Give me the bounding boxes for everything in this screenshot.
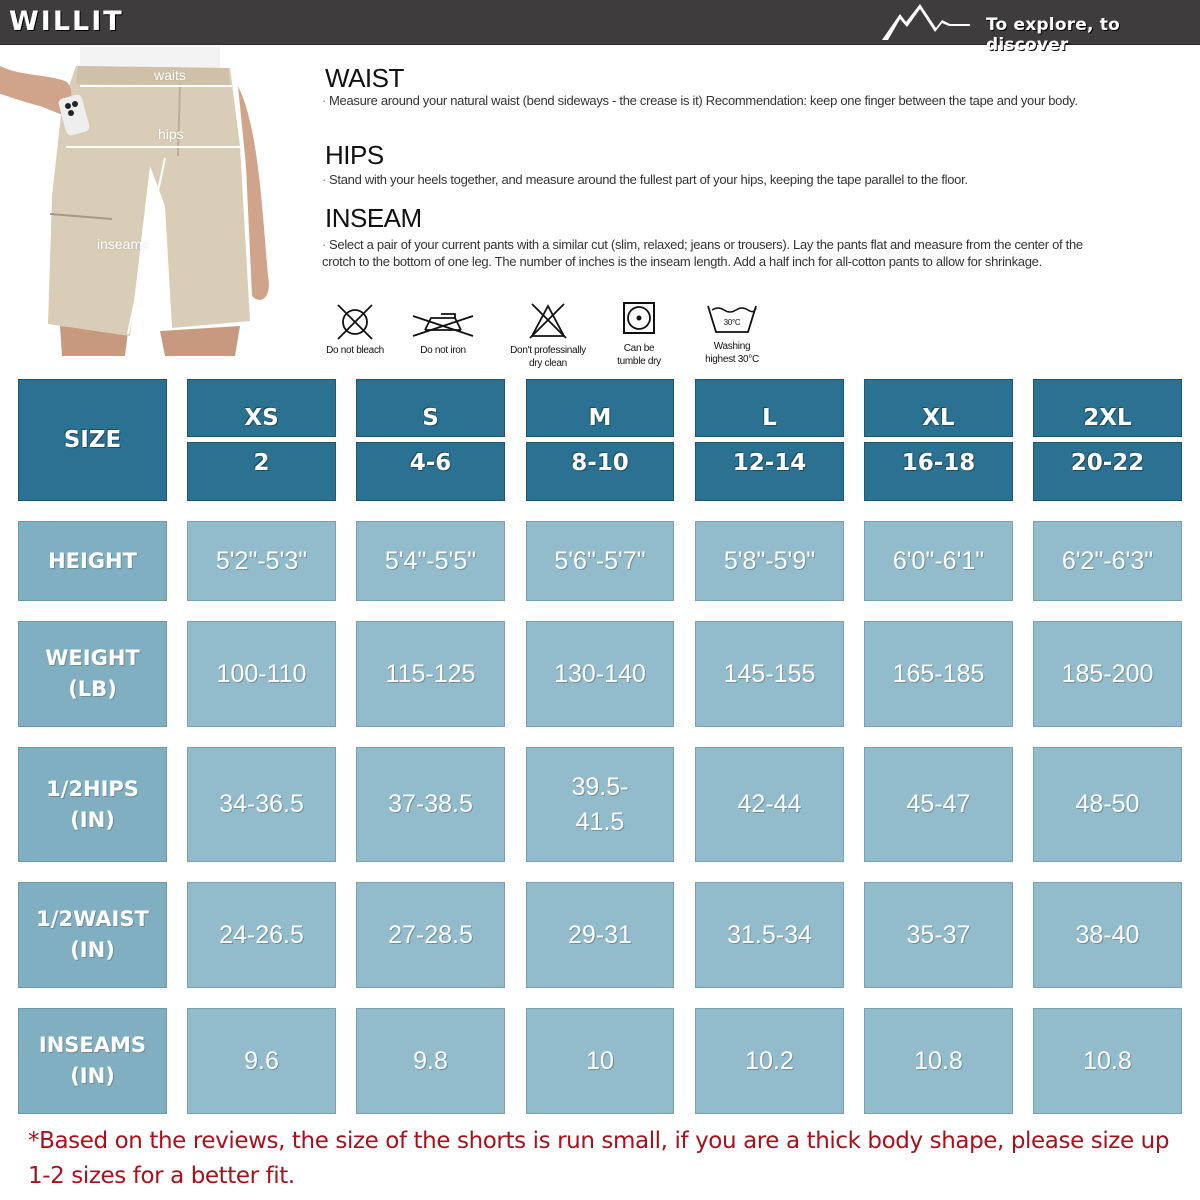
care-no-iron: Do not iron [408, 300, 478, 357]
row-label-half-hips: 1/2HIPS (IN) [18, 747, 167, 862]
half-hips-m: 39.5- 41.5 [526, 747, 674, 862]
height-s: 5'4"-5'5" [356, 521, 505, 601]
inseam-title: INSEAM [325, 203, 422, 233]
hips-measure-label: hips [158, 126, 184, 142]
size-letter-xs: XS [187, 379, 336, 437]
half-waist-m: 29-31 [526, 882, 674, 988]
care-no-dry-clean: Don't professinally dry clean [502, 300, 594, 370]
no-iron-icon [411, 300, 475, 340]
wash-30-icon [706, 300, 758, 336]
size-us-xs: 2 [187, 442, 336, 501]
inseam-s: 9.8 [356, 1008, 505, 1114]
header-bar [0, 0, 1200, 55]
half-hips-xs: 34-36.5 [187, 747, 336, 862]
no-dry-clean-icon [526, 300, 570, 340]
waist-measure-label: waits [154, 67, 186, 83]
size-us-2xl: 20-22 [1033, 442, 1182, 501]
product-photo [0, 46, 300, 356]
size-letter-m: M [526, 379, 674, 437]
size-letter-xl: XL [864, 379, 1013, 437]
inseam-xs: 9.6 [187, 1008, 336, 1114]
half-waist-l: 31.5-34 [695, 882, 844, 988]
row-label-half-waist: 1/2WAIST (IN) [18, 882, 167, 988]
mountain-icon [880, 2, 972, 42]
care-no-bleach: Do not bleach [318, 300, 392, 357]
inseam-xl: 10.8 [864, 1008, 1013, 1114]
inseam-l: 10.2 [695, 1008, 844, 1114]
inseams-measure-label: inseams [97, 236, 150, 252]
weight-2xl: 185-200 [1033, 621, 1182, 727]
brand-logo: WILLIT [9, 6, 124, 37]
half-hips-l: 42-44 [695, 747, 844, 862]
svg-text:30°C: 30°C [723, 318, 741, 327]
height-xl: 6'0"-6'1" [864, 521, 1013, 601]
care-tumble-dry: Can be tumble dry [608, 300, 670, 368]
no-bleach-icon [335, 300, 375, 340]
weight-xl: 165-185 [864, 621, 1013, 727]
row-label-inseams: INSEAMS (IN) [18, 1008, 167, 1114]
half-hips-xl: 45-47 [864, 747, 1013, 862]
weight-s: 115-125 [356, 621, 505, 727]
half-waist-2xl: 38-40 [1033, 882, 1182, 988]
half-waist-xl: 35-37 [864, 882, 1013, 988]
tumble-dry-icon [619, 300, 659, 338]
size-us-xl: 16-18 [864, 442, 1013, 501]
height-m: 5'6"-5'7" [526, 521, 674, 601]
row-label-height: HEIGHT [18, 521, 167, 601]
weight-m: 130-140 [526, 621, 674, 727]
hips-instructions: · Stand with your heels together, and measure around the fullest part of your hips, keeping the tape parallel to the floor. [322, 172, 968, 187]
size-us-l: 12-14 [695, 442, 844, 501]
hips-title: HIPS [325, 140, 384, 170]
size-letter-l: L [695, 379, 844, 437]
size-letter-2xl: 2XL [1033, 379, 1182, 437]
sizing-note: *Based on the reviews, the size of the shorts is run small, if you are a thick body shape, please size up 1-2 sizes for a better fit. [28, 1128, 1170, 1189]
waist-title: WAIST [325, 63, 404, 93]
care-wash-30: 30°C Washing highest 30°C [697, 300, 767, 366]
size-header-label: SIZE [18, 379, 167, 501]
shorts-illustration [0, 46, 300, 356]
height-l: 5'8"-5'9" [695, 521, 844, 601]
half-waist-xs: 24-26.5 [187, 882, 336, 988]
weight-l: 145-155 [695, 621, 844, 727]
weight-xs: 100-110 [187, 621, 336, 727]
row-label-weight: WEIGHT (LB) [18, 621, 167, 727]
size-us-s: 4-6 [356, 442, 505, 501]
waist-instructions: · Measure around your natural waist (bend sideways - the crease is it) Recommendation: keep one finger between the tape and your body. [322, 93, 1078, 108]
height-xs: 5'2"-5'3" [187, 521, 336, 601]
size-us-m: 8-10 [526, 442, 674, 501]
half-hips-2xl: 48-50 [1033, 747, 1182, 862]
height-2xl: 6'2"-6'3" [1033, 521, 1182, 601]
inseam-m: 10 [526, 1008, 674, 1114]
size-letter-s: S [356, 379, 505, 437]
inseam-instructions: · Select a pair of your current pants with a similar cut (slim, relaxed; jeans or trousers). Lay the pants flat and measure from the center of the crotch to the bottom of one leg. The number of inches is the inseam length. Add a half inch for all-cotton pants to allow for shrinkage. [322, 237, 1083, 269]
tagline: To explore, to discover [986, 15, 1121, 55]
half-hips-s: 37-38.5 [356, 747, 505, 862]
half-waist-s: 27-28.5 [356, 882, 505, 988]
inseam-2xl: 10.8 [1033, 1008, 1182, 1114]
